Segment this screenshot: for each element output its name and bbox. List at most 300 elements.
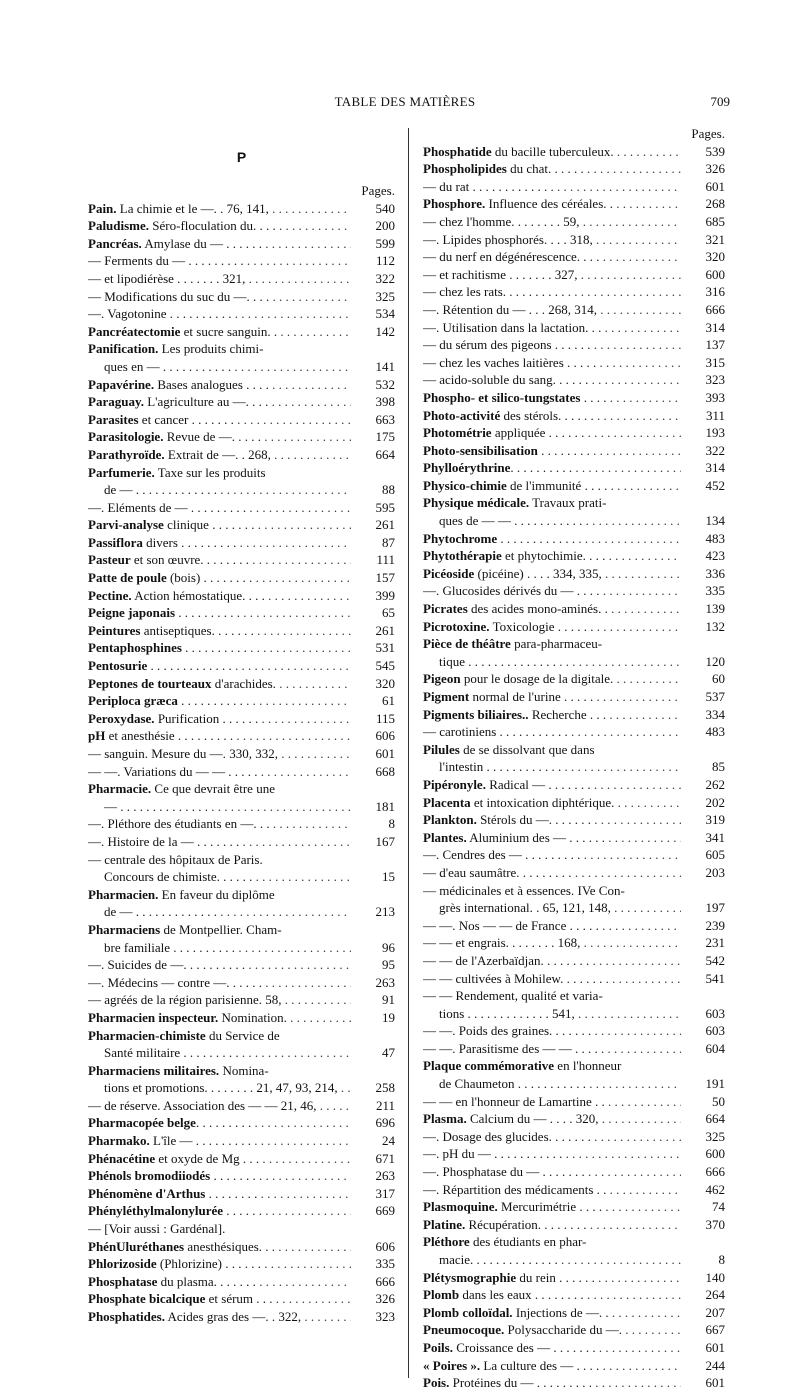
index-entry — [423, 1198, 725, 1216]
index-entry-continuation — [88, 1044, 395, 1062]
index-entry — [88, 270, 395, 288]
entry-description: du chat. . . . . . — [506, 161, 584, 177]
page-ref: 341 — [705, 829, 725, 845]
index-entry-continuation — [88, 903, 395, 921]
entry-text — [423, 934, 681, 952]
entry-text — [423, 1269, 681, 1287]
index-entry — [88, 1308, 395, 1326]
index-entry — [423, 442, 725, 460]
entry-description: . . . . . . . . . . — [181, 640, 247, 656]
entry-description: Travaux prati- — [529, 495, 607, 511]
entry-text — [423, 635, 681, 653]
page-ref: 601 — [375, 746, 395, 761]
index-entry — [88, 200, 395, 218]
entry-text — [423, 213, 681, 231]
page-ref: 115 — [375, 710, 395, 726]
entry-text — [423, 459, 681, 477]
entry-text — [88, 235, 351, 253]
entry-text — [423, 600, 681, 618]
entry-text — [88, 1238, 351, 1256]
entry-description: . . . . — [580, 389, 607, 405]
index-entry — [423, 1163, 725, 1181]
entry-description: Acides gras des —. . — [164, 1309, 276, 1324]
entry-text — [88, 604, 351, 622]
index-entry-continuation — [423, 1005, 725, 1023]
page-ref: 335 — [375, 1256, 395, 1272]
page-ref: 203 — [705, 864, 725, 880]
index-entry — [88, 692, 395, 710]
entry-description: . . . . . . . — [210, 1168, 256, 1184]
entry-extra-pages: 65, 121, 148, — [542, 900, 611, 916]
entry-text — [88, 1308, 351, 1326]
entry-description: — d'eau saumâtre. . . . . . . . . — [423, 864, 572, 880]
entry-text — [423, 1093, 681, 1111]
entry-headword: Parvi-analyse — [88, 517, 164, 533]
entry-text — [88, 428, 351, 446]
page-ref: 211 — [375, 1097, 395, 1113]
entry-description: —. Lipides phosphorés. . . . — [423, 231, 567, 247]
page-ref: 666 — [705, 1164, 725, 1180]
index-entry — [423, 1145, 725, 1163]
page-ref: 393 — [705, 389, 725, 405]
entry-text — [88, 270, 351, 288]
entry-headword: Parfumerie. — [88, 464, 155, 480]
index-entry — [88, 235, 395, 253]
entry-text — [88, 622, 351, 640]
entry-description: et sérum . . . — [205, 1291, 273, 1307]
index-entry — [423, 1110, 725, 1128]
page-ref: 545 — [375, 658, 395, 674]
page-ref: 207 — [705, 1304, 725, 1320]
entry-text — [88, 1185, 351, 1203]
page-ref: 315 — [705, 354, 725, 370]
entry-text — [423, 706, 681, 724]
entry-text — [423, 547, 681, 565]
entry-description: Toxicologie . . . . . . — [489, 618, 594, 634]
index-entry — [423, 1339, 725, 1357]
index-entry — [88, 1150, 395, 1168]
entry-text — [423, 829, 681, 847]
entry-continuation: tique . . . . . . . . . . . . . . — [439, 653, 556, 669]
index-column-left — [88, 142, 395, 1326]
index-entry — [423, 741, 725, 759]
index-entry — [423, 776, 725, 794]
entry-continuation: Santé militaire . . . . . . . . . — [104, 1045, 239, 1061]
index-entry — [88, 1273, 395, 1291]
entry-text — [88, 921, 351, 939]
entry-description: La culture des — . . . . — [480, 1357, 600, 1373]
index-entry — [88, 886, 395, 904]
index-entry-continuation — [88, 798, 395, 816]
entry-text — [88, 710, 351, 728]
page-ref: 321 — [705, 231, 725, 247]
index-entry — [423, 864, 725, 882]
entry-text — [423, 582, 681, 600]
entry-text — [88, 815, 351, 833]
page-ref: 85 — [712, 759, 725, 775]
index-entry — [88, 1185, 395, 1203]
entry-text — [423, 336, 681, 354]
entry-text — [88, 252, 351, 270]
page-ref: 239 — [705, 917, 725, 933]
index-entry — [88, 815, 395, 833]
page-ref: 595 — [375, 499, 395, 515]
entry-continuation-text — [104, 903, 351, 921]
index-entry — [88, 1220, 395, 1238]
index-entry — [88, 622, 395, 640]
index-entry — [423, 459, 725, 477]
entry-text — [423, 1216, 681, 1234]
entry-text — [88, 217, 351, 235]
entry-continuation-text — [104, 1044, 351, 1062]
page-ref: 142 — [375, 323, 395, 339]
entry-headword: Picéoside — [423, 565, 475, 581]
page-ref: 370 — [705, 1216, 725, 1232]
entry-headword: Photométrie — [423, 425, 492, 441]
entry-description: . . . . . . — [223, 1203, 263, 1219]
entry-description: Croissance des — . . . . . . . — [452, 1339, 596, 1355]
index-entry — [88, 604, 395, 622]
entry-headword: Pharmaciens militaires. — [88, 1062, 220, 1078]
index-entry — [423, 319, 725, 337]
page-ref: 696 — [375, 1115, 395, 1131]
entry-extra-pages: 330, 332, — [229, 746, 278, 761]
entry-description: — — de l'Azerbaïdjan. . . . . . . . — [423, 952, 590, 968]
page-ref: 197 — [705, 900, 725, 916]
page-ref: 600 — [705, 1146, 725, 1162]
entry-description: —. pH du — . . . . . . . . . . . — [423, 1146, 563, 1162]
entry-text — [88, 393, 351, 411]
page-ref: 336 — [705, 565, 725, 581]
entry-description: — du nerf en dégénérescence. . . . — [423, 249, 600, 265]
page-ref: 157 — [375, 570, 395, 586]
entry-headword: Pharmacien-chimiste — [88, 1027, 206, 1043]
entry-headword: Plankton. — [423, 812, 477, 828]
index-entry — [88, 763, 395, 781]
entry-text — [423, 407, 681, 425]
entry-text — [88, 974, 351, 992]
entry-text — [88, 587, 351, 605]
entry-description: — médicinales et à essences. IVe Con- — [423, 882, 625, 898]
entry-text — [423, 319, 681, 337]
entry-description: Mercurimétrie . . . . — [497, 1199, 603, 1215]
entry-description: . . . . . . . . . . . . — [497, 530, 576, 546]
page-ref: 60 — [712, 671, 725, 687]
index-entry — [423, 600, 725, 618]
index-entry — [423, 266, 725, 284]
page-ref: 600 — [705, 266, 725, 282]
entry-headword: pH — [88, 728, 106, 744]
entry-text — [88, 956, 351, 974]
entry-text — [423, 1128, 681, 1146]
page-ref: 537 — [705, 689, 725, 704]
entry-continuation-text — [439, 758, 681, 776]
index-entry — [88, 1062, 395, 1080]
entry-headword: Peintures — [88, 622, 141, 638]
entry-description: (Phlorizine) . . . . . . — [156, 1256, 261, 1272]
page-ref: 314 — [705, 460, 725, 476]
entry-description: Taxe sur les produits — [154, 464, 266, 480]
entry-description: et intoxication diphtérique. — [470, 794, 615, 810]
entry-description: Calcium du — . . . . — [466, 1111, 573, 1127]
entry-headword: Pentaphosphines — [88, 640, 182, 656]
index-entry — [88, 710, 395, 728]
entry-text — [88, 727, 351, 745]
entry-text — [88, 1009, 351, 1027]
entry-description: — sanguin. Mesure du —. — [88, 746, 226, 761]
page-ref: 669 — [375, 1203, 395, 1219]
index-entry-continuation — [423, 899, 725, 917]
entry-description: — acido-soluble du sang. . . . . . — [423, 372, 589, 388]
entry-headword: Pois. — [423, 1375, 450, 1391]
entry-description: L'agriculture au —. . . . — [143, 394, 269, 410]
page-ref: 95 — [382, 957, 395, 973]
entry-text — [423, 970, 681, 988]
page-ref: 134 — [705, 513, 725, 529]
entry-description: — et lipodiérèse . . . . . . . — [88, 270, 220, 286]
entry-extra-pages: 318, — [569, 231, 593, 247]
page-ref: 231 — [705, 935, 725, 951]
entry-headword: Paludisme. — [88, 218, 150, 234]
column-divider — [408, 128, 409, 1378]
entry-text — [423, 1286, 681, 1304]
entry-headword: Pharmacien inspecteur. — [88, 1009, 219, 1025]
page-ref: 605 — [705, 847, 725, 863]
entry-headword: Poils. — [423, 1339, 453, 1355]
index-entry — [88, 217, 395, 235]
index-entry — [88, 1114, 395, 1132]
entry-description: — agréés de la région parisienne. — [88, 992, 262, 1008]
entry-description: . . . . . . . . . . . . . — [147, 658, 232, 674]
entry-headword: Physique médicale. — [423, 495, 530, 511]
index-entry — [423, 354, 725, 372]
page-ref: 132 — [705, 618, 725, 634]
entry-headword: Pigments biliaires.. — [423, 706, 529, 722]
entry-text — [88, 200, 351, 218]
entry-text — [423, 864, 681, 882]
index-entry-continuation — [423, 1075, 725, 1093]
entry-description: —. Suicides de —. . . . . . . . . . — [88, 957, 246, 973]
index-entry — [423, 389, 725, 407]
entry-text — [88, 991, 351, 1009]
index-entry — [88, 393, 395, 411]
entry-text — [88, 1273, 351, 1291]
entry-text — [423, 530, 681, 548]
entry-description: de Montpellier. Cham- — [160, 921, 282, 937]
entry-extra-pages: 21, 46, — [280, 1097, 317, 1113]
index-entry — [88, 1238, 395, 1256]
index-entry — [423, 371, 725, 389]
entry-description: — de réserve. Association des — — — [88, 1097, 278, 1113]
entry-text — [423, 1040, 681, 1058]
index-entry — [423, 987, 725, 1005]
entry-text — [88, 1220, 351, 1238]
entry-headword: Pièce de théâtre — [423, 636, 511, 652]
entry-description: — du rat . . . . . . . . . . . . . — [423, 178, 554, 194]
entry-text — [423, 794, 681, 812]
page-ref: 601 — [705, 1375, 725, 1391]
entry-description: Extrait de —. . — [164, 446, 245, 462]
index-entry — [423, 1181, 725, 1199]
index-entry — [423, 1321, 725, 1339]
page-ref: 200 — [375, 218, 395, 234]
entry-description: Aluminium des — . . . . . . — [466, 829, 606, 845]
index-entry — [423, 1233, 725, 1251]
index-entry — [423, 1304, 725, 1322]
entry-description: La chimie et le —. . — [116, 200, 224, 216]
index-entry — [423, 424, 725, 442]
index-entry — [88, 1132, 395, 1150]
running-title: TABLE DES MATIÈRES — [334, 94, 476, 109]
index-entry — [423, 530, 725, 548]
page-ref: 599 — [375, 235, 395, 251]
entry-description: en l'honneur — [554, 1058, 622, 1074]
entry-headword: Panification. — [88, 341, 159, 357]
entry-headword: Plomb colloïdal. — [423, 1304, 513, 1320]
entry-text — [423, 442, 681, 460]
index-entry — [88, 974, 395, 992]
index-entry — [423, 1022, 725, 1040]
entry-description: pour le dosage de la digitale. — [460, 671, 614, 687]
page-ref: 666 — [375, 1273, 395, 1289]
page-ref: 65 — [382, 605, 395, 621]
entry-description: —. Utilisation dans la lactation. . . — [423, 319, 602, 335]
entry-description: de l'immunité . . . . — [506, 477, 608, 493]
page-ref: 322 — [375, 270, 395, 286]
index-entry — [88, 446, 395, 464]
entry-text — [88, 1202, 351, 1220]
entry-text — [423, 846, 681, 864]
index-entry — [423, 1216, 725, 1234]
entry-continuation: l'intestin . . . . . . . . . . . . — [439, 759, 562, 775]
index-entry — [88, 305, 395, 323]
entry-headword: Pharmacopée belge — [88, 1115, 196, 1131]
entry-description: et cancer . . . . . . . — [138, 411, 234, 427]
entry-headword: Pneumocoque. — [423, 1322, 505, 1338]
entry-description: Influence des céréales. . — [485, 196, 614, 212]
page-ref: 311 — [705, 407, 725, 423]
index-entry — [423, 477, 725, 495]
entry-headword: Pharmako. — [88, 1133, 150, 1149]
page-ref: 213 — [375, 904, 395, 920]
entry-description: — du sérum des pigeons . . . . . . — [423, 337, 591, 353]
index-entry — [423, 1357, 725, 1375]
entry-description: et anesthésie . . . . . . . . . — [105, 728, 234, 744]
entry-text — [88, 1132, 351, 1150]
entry-description: Stérols du —. . . . . . . — [476, 812, 591, 828]
index-entry — [88, 376, 395, 394]
index-entry — [423, 160, 725, 178]
entry-continuation-text — [104, 358, 351, 376]
page-ref: 601 — [705, 1339, 725, 1355]
index-entry — [88, 288, 395, 306]
entry-continuation-text — [104, 481, 351, 499]
page-ref: 96 — [382, 939, 395, 955]
entry-text — [423, 1198, 681, 1216]
entry-text — [423, 1339, 681, 1357]
entry-headword: Phospho- et silico-tungstates — [423, 389, 581, 405]
entry-text — [88, 1167, 351, 1185]
page-ref: 263 — [375, 1168, 395, 1184]
entry-headword: Parasites — [88, 411, 139, 427]
entry-headword: Phénols bromodiiodés — [88, 1168, 211, 1184]
entry-description: —. Rétention du — . . . — [423, 301, 546, 317]
entry-text — [423, 354, 681, 372]
entry-continuation: tions et promotions. . . . . . . . — [104, 1080, 254, 1096]
entry-extra-pages: 321, — [222, 270, 246, 286]
index-entry — [423, 1093, 725, 1111]
page-ref: 91 — [382, 992, 395, 1008]
page-ref: 167 — [375, 833, 395, 849]
entry-headword: Phylloérythrine — [423, 460, 511, 476]
index-entry — [423, 670, 725, 688]
entry-description: (picéine) . . . . — [474, 565, 550, 581]
page-ref: 74 — [712, 1199, 725, 1215]
entry-text — [88, 1027, 351, 1045]
index-entry — [88, 516, 395, 534]
index-entry — [423, 882, 725, 900]
index-entry — [88, 727, 395, 745]
entry-continuation-text — [439, 653, 681, 671]
entry-description: Action hémostatique. . . . — [131, 587, 265, 603]
index-entry — [88, 991, 395, 1009]
index-entry — [423, 248, 725, 266]
index-entry — [423, 811, 725, 829]
index-entries — [88, 200, 395, 1326]
entry-description: (bois) . . . . . . . . — [166, 570, 253, 586]
page-ref: 606 — [375, 1238, 395, 1254]
entry-extra-pages: 268, — [248, 446, 271, 462]
index-column-right — [423, 125, 725, 1392]
entry-text — [423, 565, 681, 583]
entry-headword: Pipéronyle. — [423, 776, 486, 792]
entry-text — [423, 283, 681, 301]
page-ref: 19 — [382, 1009, 395, 1025]
index-entry-continuation — [88, 481, 395, 499]
entry-text — [88, 376, 351, 394]
index-entry — [88, 252, 395, 270]
entry-description: — [Voir aussi : Gardénal]. — [88, 1221, 226, 1237]
entry-extra-pages: 334, 335, — [552, 565, 602, 581]
page-ref: 141 — [375, 358, 395, 374]
entry-text — [423, 1057, 681, 1075]
entry-extra-pages: 59, — [563, 213, 580, 229]
page-ref: 542 — [705, 952, 725, 968]
entry-headword: « Poires ». — [423, 1357, 481, 1373]
index-entry — [423, 1128, 725, 1146]
page-ref: 604 — [705, 1040, 725, 1056]
entry-headword: Pigment — [423, 689, 470, 704]
page-ref: 335 — [705, 583, 725, 599]
index-entry — [88, 411, 395, 429]
entry-description: — et rachitisme . . . . . . . — [423, 266, 552, 282]
index-entry — [88, 921, 395, 939]
page-ref: 8 — [388, 816, 395, 832]
entry-description: Récupération. . . . . . . . — [465, 1216, 587, 1232]
index-entry — [423, 494, 725, 512]
page-ref: 603 — [705, 1005, 725, 1021]
page-ref: 264 — [705, 1287, 725, 1303]
entry-text — [88, 446, 351, 464]
pages-label: Pages. — [691, 126, 725, 141]
entry-extra-pages: 268, 314, — [548, 301, 598, 317]
entry-text — [88, 886, 351, 904]
entry-description: et sucre sanguin. . — [180, 323, 278, 339]
entry-continuation-text — [439, 899, 681, 917]
entry-description: Polysaccharide du —. — [504, 1322, 622, 1338]
page-ref: 483 — [705, 530, 725, 546]
index-entry — [88, 464, 395, 482]
